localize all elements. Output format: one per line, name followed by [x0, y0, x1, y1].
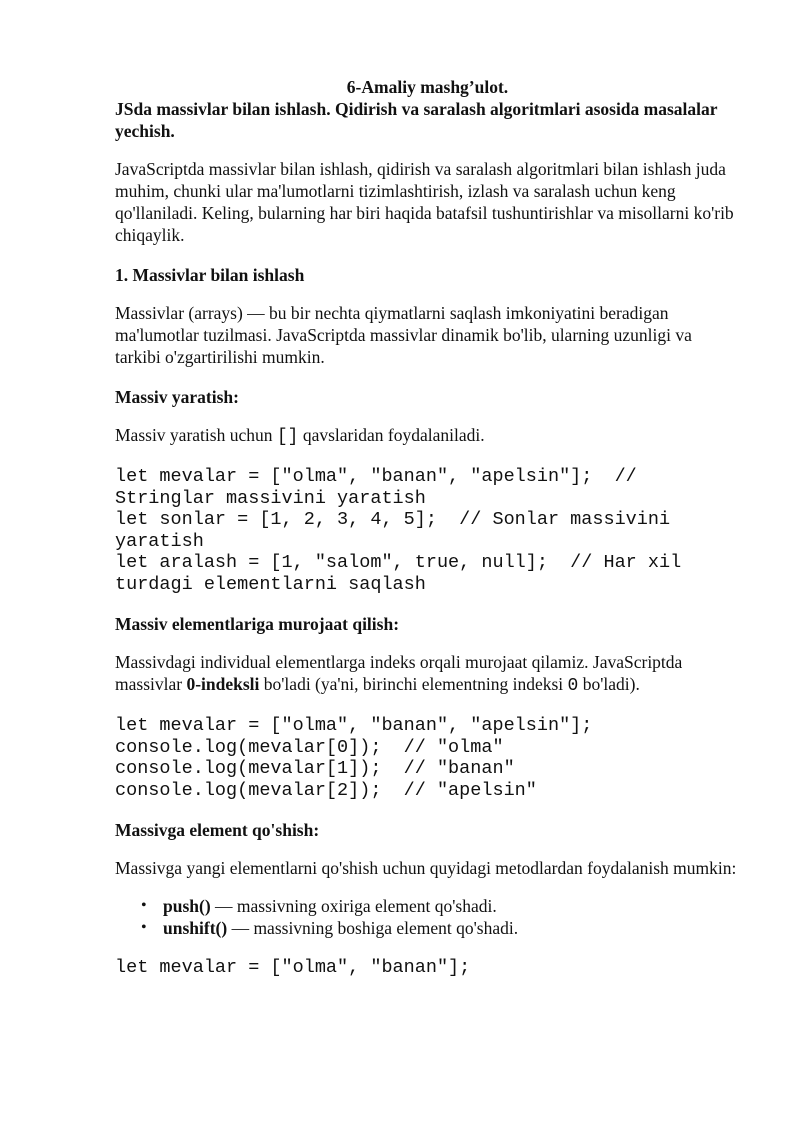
- create-text-after: qavslaridan foydalaniladi.: [298, 425, 485, 445]
- heading-add-element: Massivga element qo'shish:: [115, 820, 320, 840]
- bullet-icon: •: [141, 919, 147, 936]
- arrays-description: Massivlar (arrays) — bu bir nechta qiymatlarni saqlash imkoniyatini beradigan ma'lumotlar tuzilmasi. JavaScriptda massivlar dinamik bo'lib, ularning uzunligi va tarkibi o'zgartirilishi mumkin.: [115, 303, 692, 367]
- access-text-middle: bo'ladi (ya'ni, birinchi elementning indeksi: [259, 674, 568, 694]
- code-block-add: let mevalar = ["olma", "banan"];: [115, 957, 471, 978]
- access-text-before: Massivdagi individual elementlarga indeks orqali murojaat qilamiz. JavaScriptda massivlar: [115, 652, 683, 694]
- list-item: [141, 917, 740, 939]
- method-description: — massivning oxiriga element qo'shadi.: [210, 896, 497, 916]
- access-elements-text: [115, 651, 740, 697]
- access-text-after: bo'ladi).: [578, 674, 640, 694]
- intro-paragraph: JavaScriptda massivlar bilan ishlash, qidirish va saralash algoritmlari bilan ishlash juda muhim, chunki ular ma'lumotlarni tizimlashtirish, izlash va saralash uchun keng qo'llaniladi. Keling, bularning har biri haqida batafsil tushuntirishlar va misollarni ko'rib chiqaylik.: [115, 159, 734, 245]
- heading-create-array: Massiv yaratish:: [115, 387, 239, 407]
- methods-list: [115, 895, 740, 939]
- list-item: [141, 895, 740, 917]
- method-name: push(): [163, 896, 211, 916]
- heading-access-elements: Massiv elementlariga murojaat qilish:: [115, 614, 400, 634]
- page-subtitle: JSda massivlar bilan ishlash. Qidirish va saralash algoritmlari asosida masalalar yechish.: [115, 99, 718, 141]
- create-text-before: Massiv yaratish uchun: [115, 425, 277, 445]
- code-block-access: let mevalar = ["olma", "banan", "apelsin"]; console.log(mevalar[0]); // "olma" console.log(mevalar[1]); // "banan" console.log(mevalar[2]); // "apelsin": [115, 715, 593, 801]
- access-bold-term: 0-indeksli: [186, 674, 260, 694]
- method-name: unshift(): [163, 918, 228, 938]
- page-title: 6-Amaliy mashg’ulot.: [346, 77, 509, 97]
- document-page: [115, 76, 740, 979]
- code-block-create: let mevalar = ["olma", "banan", "apelsin"]; // Stringlar massivini yaratish let sonlar = [1, 2, 3, 4, 5]; // Sonlar massivini yaratish let aralash = [1, "salom", true, null]; // Har xil turdagi elementlarni saqlash: [115, 466, 682, 595]
- method-description: — massivning boshiga element qo'shadi.: [227, 918, 519, 938]
- add-element-text: Massivga yangi elementlarni qo'shish uchun quyidagi metodlardan foydalanish mumkin:: [115, 858, 737, 878]
- bullet-icon: •: [141, 897, 147, 914]
- section-heading-arrays: 1. Massivlar bilan ishlash: [115, 265, 305, 285]
- inline-code-brackets: []: [276, 427, 299, 447]
- inline-code-zero: 0: [567, 676, 579, 696]
- create-array-text: [115, 424, 740, 448]
